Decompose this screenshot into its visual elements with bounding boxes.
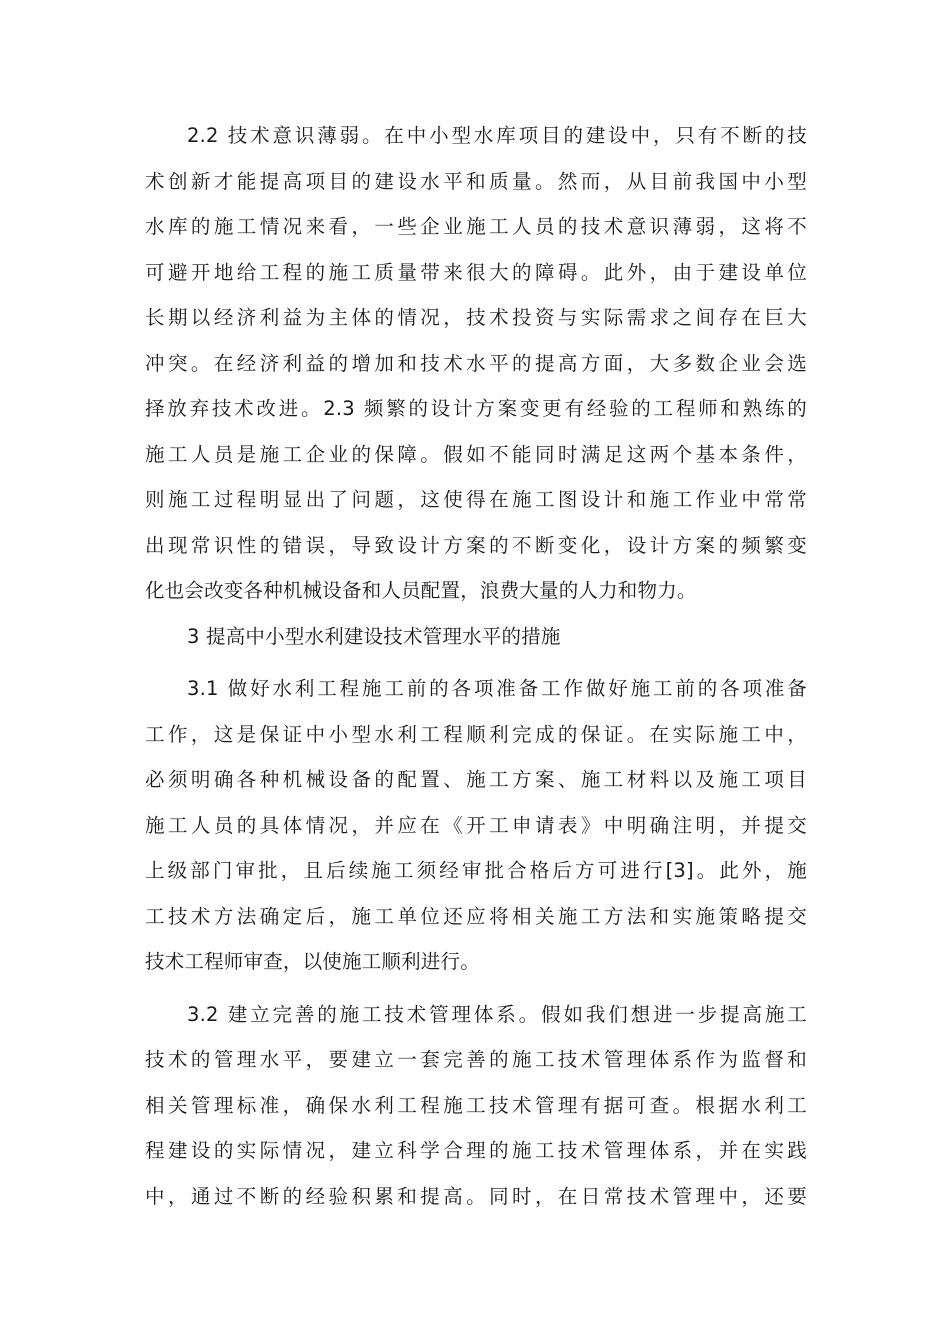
text-line: 相关管理标准，确保水利工程施工技术管理有据可查。根据水利工 <box>145 1093 807 1117</box>
text-line: 工技术方法确定后，施工单位还应将相关施工方法和实施策略提交 <box>145 904 807 928</box>
text-line: 上级部门审批，且后续施工须经审批合格后方可进行[3]。此外，施 <box>145 859 807 882</box>
paragraph-2-2 <box>145 113 807 614</box>
text-line: 中，通过不断的经验积累和提高。同时，在日常技术管理中，还要 <box>145 1184 807 1208</box>
text-line: 技术工程师审查，以使施工顺利进行。 <box>145 950 480 973</box>
text-line: 化也会改变各种机械设备和人员配置，浪费大量的人力和物力。 <box>145 579 697 602</box>
text-line: 则施工过程明显出了问题，这使得在施工图设计和施工作业中常常 <box>145 488 807 511</box>
section-heading-3 <box>145 614 807 660</box>
paragraph-gap <box>145 659 807 666</box>
document-body <box>145 113 807 1219</box>
text-line: 必须明确各种机械设备的配置、施工方案、施工材料以及施工项目 <box>145 768 807 791</box>
text-line: 2.2 技术意识薄弱。在中小型水库项目的建设中，只有不断的技 <box>187 124 807 147</box>
paragraph-gap <box>145 985 807 992</box>
text-line: 择放弃技术改进。2.3 频繁的设计方案变更有经验的工程师和熟练的 <box>145 397 807 420</box>
text-line: 3.2 建立完善的施工技术管理体系。假如我们想进一步提高施工 <box>187 1002 807 1026</box>
text-line: 施工人员是施工企业的保障。假如不能同时满足这两个基本条件， <box>145 442 807 466</box>
text-line: 3.1 做好水利工程施工前的各项准备工作做好施工前的各项准备 <box>187 677 807 700</box>
paragraph-3-1 <box>145 666 807 985</box>
text-line: 技术的管理水平，要建立一套完善的施工技术管理体系作为监督和 <box>145 1048 807 1071</box>
text-line: 术创新才能提高项目的建设水平和质量。然而，从目前我国中小型 <box>145 169 807 193</box>
text-line: 水库的施工情况来看，一些企业施工人员的技术意识薄弱，这将不 <box>145 215 807 238</box>
section-heading-text: 3 提高中小型水利建设技术管理水平的措施 <box>187 624 561 648</box>
text-line: 冲突。在经济利益的增加和技术水平的提高方面，大多数企业会选 <box>145 351 807 375</box>
text-line: 工作，这是保证中小型水利工程顺利完成的保证。在实际施工中， <box>145 722 807 746</box>
text-line: 出现常识性的错误，导致设计方案的不断变化，设计方案的频繁变 <box>145 533 807 557</box>
text-line: 程建设的实际情况，建立科学合理的施工技术管理体系，并在实践 <box>145 1139 807 1162</box>
text-line: 施工人员的具体情况，并应在《开工申请表》中明确注明，并提交 <box>145 813 807 837</box>
text-line: 长期以经济利益为主体的情况，技术投资与实际需求之间存在巨大 <box>145 306 807 329</box>
paragraph-3-2 <box>145 992 807 1220</box>
text-line: 可避开地给工程的施工质量带来很大的障碍。此外，由于建设单位 <box>145 260 807 284</box>
